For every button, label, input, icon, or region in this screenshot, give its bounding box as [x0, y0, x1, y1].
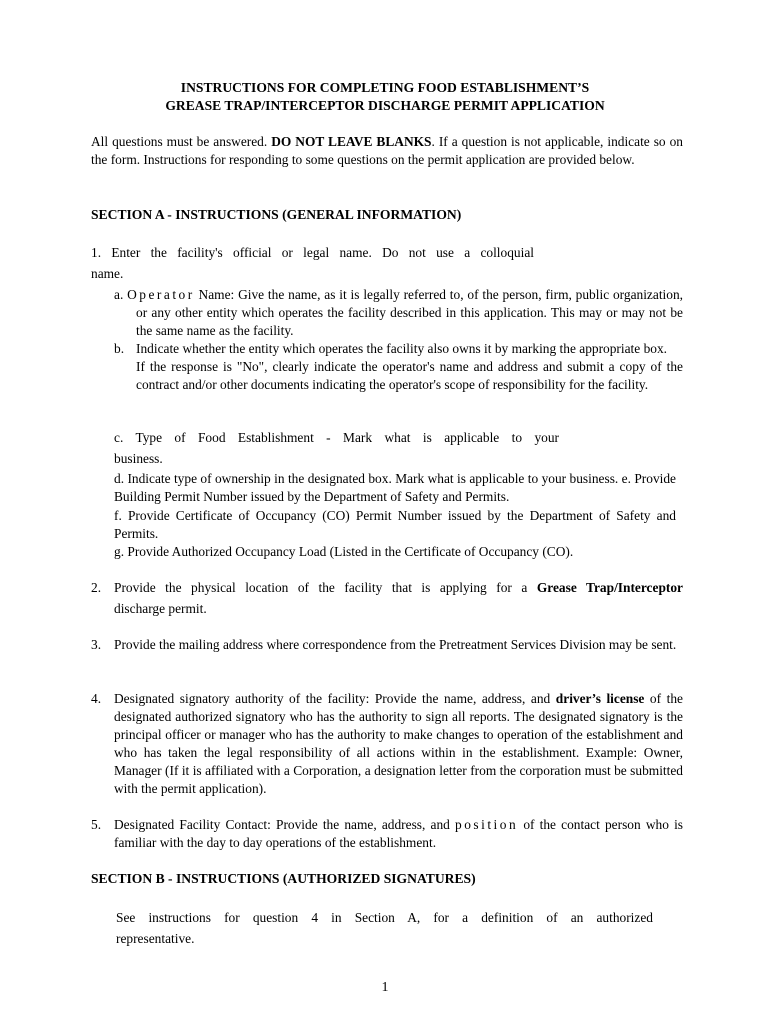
title-line-1: INSTRUCTIONS FOR COMPLETING FOOD ESTABLISHMENT’S — [180, 80, 590, 95]
item1g-text: g. Provide Authorized Occupancy Load (Listed in the Certificate of Occupancy (CO). — [114, 544, 574, 559]
section-b-line2: representative. — [116, 931, 195, 946]
drivers-license: driver’s license — [555, 691, 645, 706]
title-line-2: GREASE TRAP/INTERCEPTOR DISCHARGE PERMIT APPLICATION — [165, 98, 605, 113]
item3-label: 3. — [91, 637, 102, 652]
item4-text: Designated signatory authority of the facility: Provide the name, address, and driver’s license of the designated authorized signatory who has the authority to sign all reports. The designated signatory is the principal officer or manager who has the authority to make changes to operation of the establishment and who has taken the legal responsibility of all actions within in the establishment. Example: Owner, Manager (If it is affiliated with a Corporation, a designation letter from the corporation must be submitted with the permit application). — [114, 691, 683, 796]
item1a-operator-name: a. Operator Name: Give the name, as it is legally referred to, of the person, firm, public organization, or any other entity which operates the facility described in this application. This may or may not be the same name as the facility. — [114, 287, 683, 338]
item4-label: 4. — [91, 691, 102, 706]
item1f-text: f. Provide Certificate of Occupancy (CO) Permit Number issued by the Department of Safety and Permits. — [114, 508, 676, 541]
do-not-leave-blanks: DO NOT LEAVE BLANKS — [271, 134, 432, 149]
item1b-text: Indicate whether the entity which operates the facility also owns it by marking the appropriate box. If the response is "No", clearly indicate the operator's name and address and submit a copy of the contract and/or other documents indicating the operator's scope of responsibility for the facility. — [136, 341, 683, 392]
page-number: 1 — [381, 980, 389, 995]
item1c-line2: business. — [114, 451, 163, 466]
section-a-heading: SECTION A - INSTRUCTIONS (GENERAL INFORMATION) — [91, 207, 462, 222]
section-b-line1: See instructions for question 4 in Section A, for a definition of an authorized — [116, 910, 653, 925]
item1c-line1: c. Type of Food Establishment - Mark what is applicable to your — [114, 430, 559, 445]
item2-line2: discharge permit. — [114, 601, 207, 616]
item3-text: Provide the mailing address where correspondence from the Pretreatment Services Division may be sent. — [114, 637, 677, 652]
item2-line1: Provide the physical location of the facility that is applying for a Grease Trap/Interceptor — [114, 580, 683, 595]
section-b-heading: SECTION B - INSTRUCTIONS (AUTHORIZED SIGNATURES) — [91, 871, 476, 886]
item2-label: 2. — [91, 580, 102, 595]
item1-line1: 1. Enter the facility's official or legal name. Do not use a colloquial — [91, 245, 534, 260]
intro-paragraph: All questions must be answered. DO NOT LEAVE BLANKS. If a question is not applicable, indicate so on the form. Instructions for responding to some questions on the permit application are provided below. — [91, 134, 683, 167]
item1b-label: b. — [114, 341, 125, 356]
item1d-e-text: d. Indicate type of ownership in the designated box. Mark what is applicable to your business. e. Provide Building Permit Number issued by the Department of Safety and Permits. — [114, 471, 676, 504]
item5-text: Designated Facility Contact: Provide the name, address, and position of the contact person who is familiar with the day to day operations of the establishment. — [114, 817, 683, 850]
item1-line2: name. — [91, 266, 124, 281]
item5-label: 5. — [91, 817, 102, 832]
